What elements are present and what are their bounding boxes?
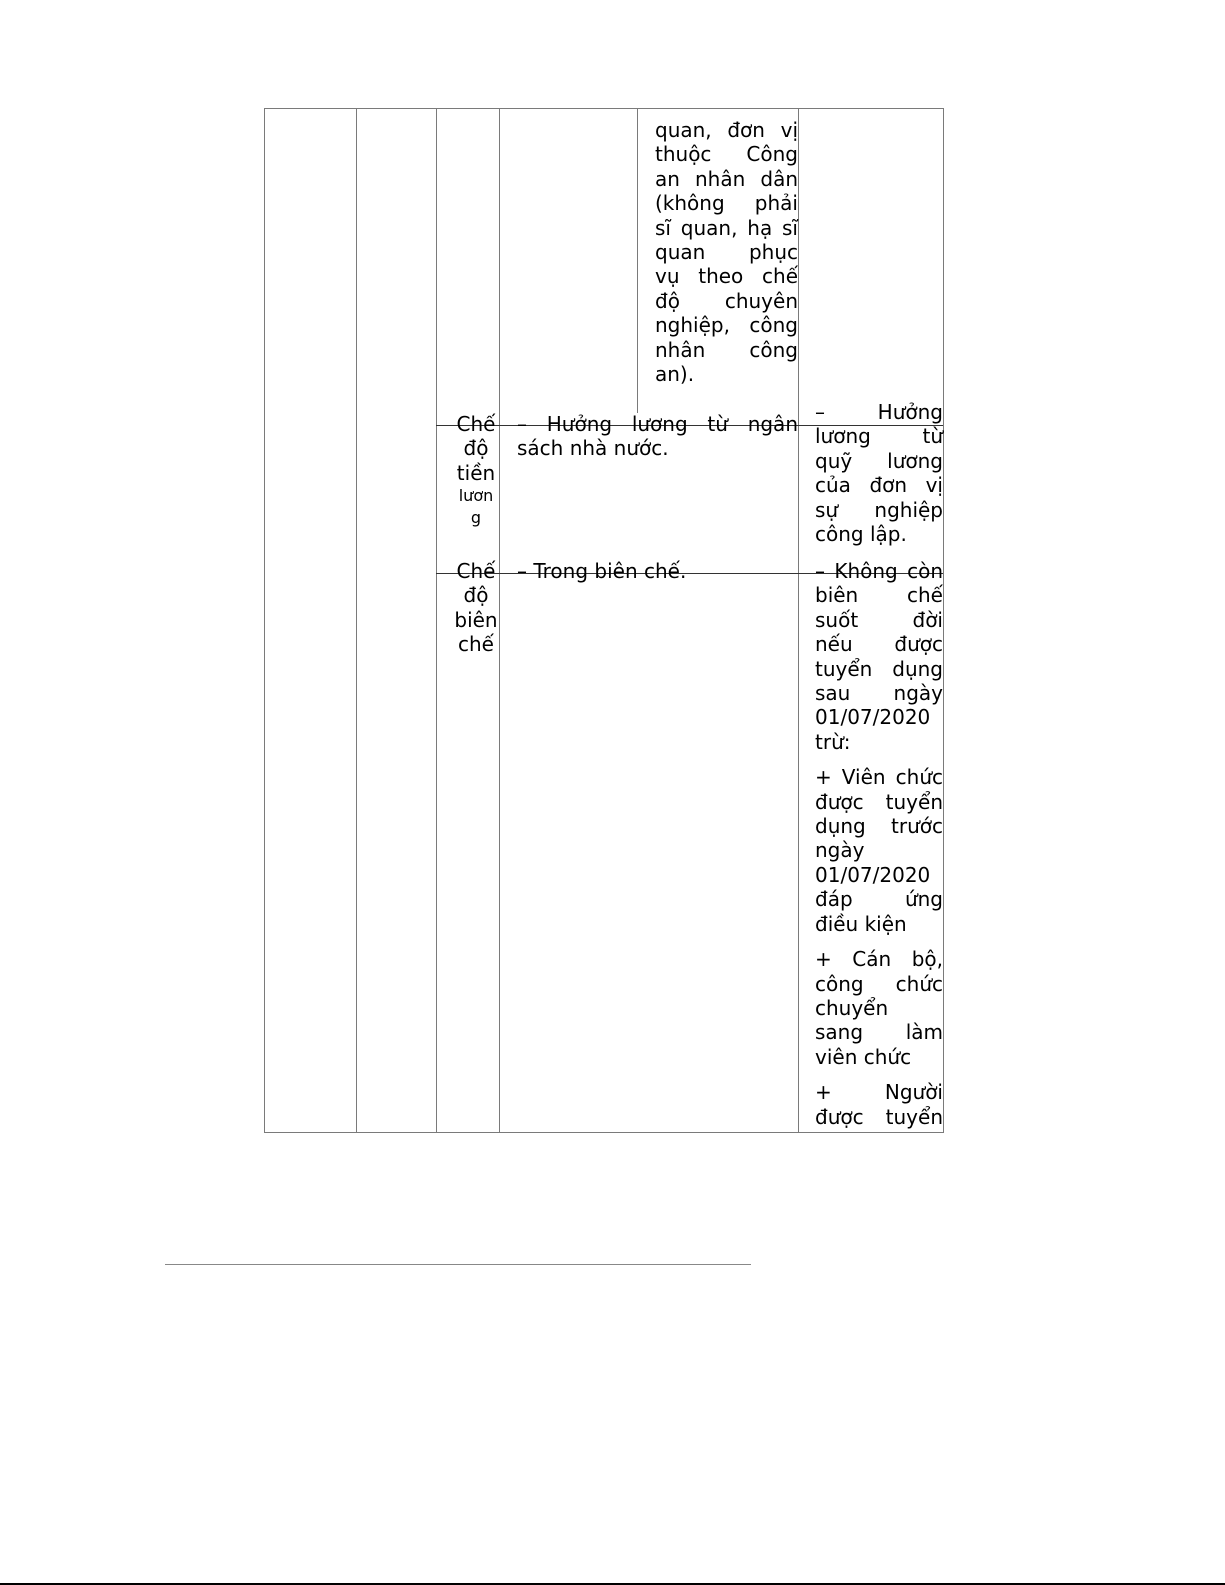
- paragraph: – Không còn biên chế suốt đời nếu được tuyển dụng sau ngày 01/07/2020 trừ:: [815, 559, 943, 754]
- footer-separator: [165, 1264, 751, 1265]
- table-border-right: [943, 108, 944, 1133]
- row-label-salary: Chế độ tiền lươn g: [456, 412, 496, 528]
- row-label-staff: Chế độ biên chế: [454, 559, 498, 657]
- table-col-divider-1: [356, 108, 357, 1133]
- table-col-divider-5: [798, 108, 799, 1133]
- cell-staff-public-employee: [815, 559, 943, 1140]
- cell-salary-civil-servant: – Hưởng lương từ ngân sách nhà nước.: [517, 412, 798, 461]
- paragraph: + Cán bộ, công chức chuyển sang làm viên chức: [815, 947, 943, 1069]
- paragraph: + Viên chức được tuyển dụng trước ngày 01/07/2020 đáp ứng điều kiện: [815, 765, 943, 936]
- table-border-top: [264, 108, 944, 109]
- cell-salary-public-employee: – Hưởng lương từ quỹ lương của đơn vị sự nghiệp công lập.: [815, 400, 943, 547]
- cell-top-continuation: quan, đơn vị thuộc Công an nhân dân (không phải sĩ quan, hạ sĩ quan phục vụ theo chế độ chuyên nghiệp, công nhân công an).: [655, 118, 798, 387]
- paragraph: + Người được tuyển: [815, 1080, 943, 1129]
- cell-staff-civil-servant: – Trong biên chế.: [517, 559, 687, 583]
- table-border-left: [264, 108, 265, 1133]
- table-col-divider-4: [637, 108, 638, 413]
- table-col-divider-2: [436, 108, 437, 1133]
